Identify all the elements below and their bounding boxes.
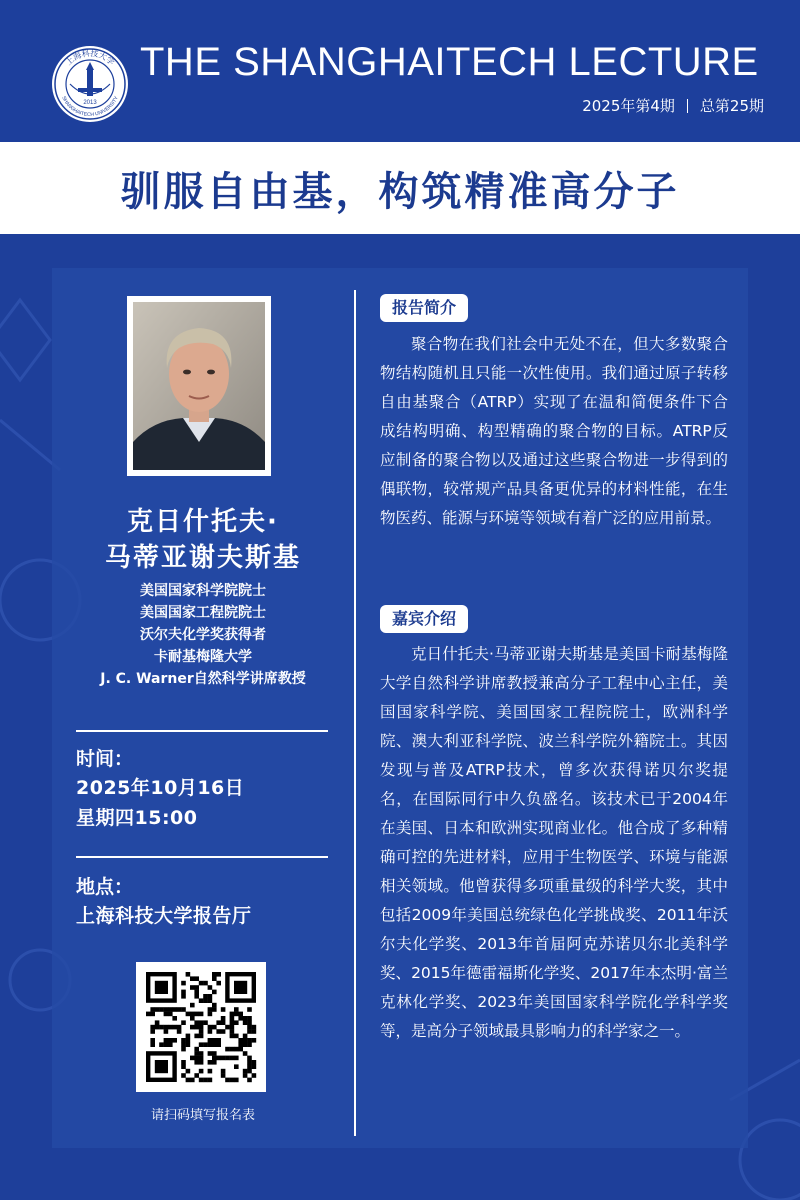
divider-venue — [76, 856, 328, 858]
abstract-text: 聚合物在我们社会中无处不在，但大多数聚合物结构随机且只能一次性使用。我们通过原子转移自由基聚合（ATRP）实现了在温和简便条件下合成结构明确、构型精确的聚合物的目标。ATRP反应制备的聚合物以及通过这些聚合物进一步得到的偶联物，较常规产品具备更优异的材料性能，在生物医药、能源与环境等领域有着广泛的应用前景。 — [380, 335, 728, 527]
header — [0, 0, 800, 142]
speaker-name-line2: 马蒂亚谢夫斯基 — [104, 543, 301, 573]
time-weekday: 星期四15:00 — [76, 807, 198, 829]
lecture-title: 驯服自由基，构筑精准高分子 — [120, 169, 680, 215]
speaker-title-item: 美国国家科学院院士 — [140, 583, 266, 599]
issue-number: 2025年第4期 — [582, 97, 675, 115]
qr-finder-pattern — [146, 972, 177, 1003]
title-band — [0, 142, 800, 234]
speaker-title-item: 卡耐基梅隆大学 — [154, 649, 252, 665]
speaker-photo — [133, 302, 265, 470]
series-title: THE SHANGHAITECH LECTURE — [140, 40, 759, 84]
qr-finder-pattern — [146, 1051, 177, 1082]
speaker-title-item: 美国国家工程院院士 — [140, 605, 266, 621]
bio-tag: 嘉宾介绍 — [380, 605, 468, 633]
qr-finder-pattern — [225, 972, 256, 1003]
speaker-title-item: J. C. Warner自然科学讲席教授 — [100, 671, 306, 687]
registration-qr-code[interactable] — [136, 962, 266, 1092]
shanghaitech-logo — [50, 44, 130, 124]
venue-label: 地点： — [76, 876, 134, 898]
qr-code-icon — [136, 962, 266, 1092]
bio-text: 克日什托夫·马蒂亚谢夫斯基是美国卡耐基梅隆大学自然科学讲席教授兼高分子工程中心主任，美国国家科学院、美国国家工程院院士，欧洲科学院、澳大利亚科学院、波兰科学院外籍院士。其因发现与普及ATRP技术，曾多次获得诺贝尔奖提名，在国际同行中久负盛名。该技术已于2004年在美国、日本和欧洲实现商业化。他合成了多种精确可控的先进材料，应用于生物医学、环境与能源相关领域。他曾获得多项重量级的科学大奖，其中包括2009年美国总统绿色化学挑战奖、2011年沃尔夫化学奖、2013年首届阿克苏诺贝尔北美科学奖、2015年德雷福斯化学奖、2017年本杰明·富兰克林化学奖、2023年美国国家科学院化学科学奖等，是高分子领域最具影响力的科学家之一。 — [380, 645, 728, 1040]
abstract-tag: 报告简介 — [380, 294, 468, 322]
speaker-titles — [52, 580, 354, 690]
speaker-name-line1: 克日什托夫· — [127, 507, 279, 537]
content-card — [52, 268, 748, 1148]
logo-chinese-text: 上海科技大学 — [64, 48, 116, 67]
issue-separator — [687, 99, 688, 113]
divider-time — [76, 730, 328, 732]
qr-caption: 请扫码填写报名表 — [150, 1108, 255, 1123]
speaker-title-item: 沃尔夫化学奖获得者 — [140, 627, 266, 643]
logo-year-text: 2013 — [83, 100, 97, 106]
total-issue-number: 总第25期 — [699, 97, 764, 115]
logo-english-text: SHANGHAITECH UNIVERSITY — [60, 95, 120, 119]
speaker-photo-frame — [127, 296, 271, 476]
issue-info — [582, 95, 764, 116]
vertical-divider — [354, 290, 356, 1136]
venue-place: 上海科技大学报告厅 — [76, 905, 252, 927]
speaker-name — [52, 504, 354, 576]
time-label: 时间： — [76, 748, 134, 770]
time-date: 2025年10月16日 — [76, 777, 245, 799]
